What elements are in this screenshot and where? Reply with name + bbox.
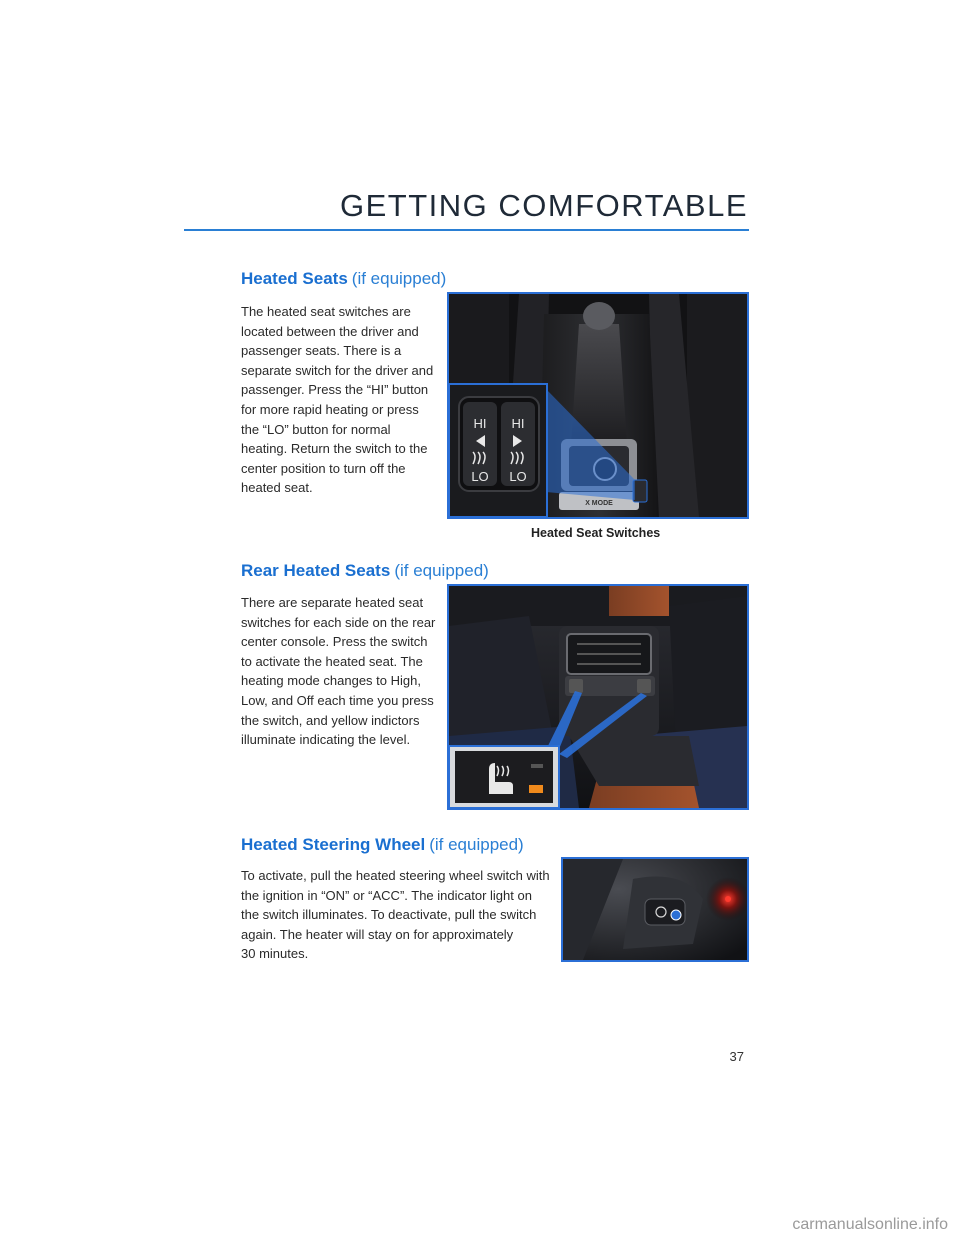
heated-seats-body [241, 302, 433, 498]
heated-steering-wheel-heading [241, 835, 524, 855]
text-line: located between the driver and [241, 323, 419, 339]
rear-heated-seats-heading [241, 561, 489, 581]
rear-heated-seats-body [241, 593, 435, 750]
hi-label: HI [511, 416, 525, 431]
text-line: center position to turn off the [241, 460, 406, 476]
text-line: center console. Press the switch [241, 634, 428, 650]
heated-steering-wheel-qualifier: (if equipped) [429, 835, 524, 854]
watermark: carmanualsonline.info [792, 1216, 948, 1233]
section-header-title: GETTING COMFORTABLE [340, 188, 748, 223]
heated-seats-title: Heated Seats [241, 269, 348, 288]
text-line: To activate, pull the heated steering wheel switch with [241, 868, 550, 883]
photo-caption: Heated Seat Switches [531, 526, 661, 540]
steering-switch-illustration [563, 859, 747, 960]
text-line: heating mode changes to High, [241, 673, 421, 689]
heated-seat-switches-photo [447, 292, 749, 519]
text-line: the “LO” button for normal [241, 421, 391, 437]
text-line: illuminate indicating the level. [241, 732, 411, 748]
text-line: the ignition in “ON” or “ACC”. The indicator light on [241, 887, 532, 903]
x-mode-label: X MODE [585, 500, 613, 507]
text-line: passenger seats. There is a [241, 343, 402, 359]
heated-seats-heading [241, 269, 446, 289]
indicator-light [671, 910, 681, 920]
text-line: again. The heater will stay on for approximately [241, 926, 514, 942]
text-line: to activate the heated seat. The [241, 653, 423, 669]
text-line: the switch, and yellow indictors [241, 712, 420, 728]
seat-upholstery [609, 586, 669, 616]
hi-label: HI [473, 416, 487, 431]
lo-label: LO [509, 469, 527, 484]
heated-seats-qualifier: (if equipped) [351, 269, 447, 288]
text-line: heating. Return the switch to the [241, 441, 428, 457]
heated-steering-wheel-title: Heated Steering Wheel [241, 835, 426, 854]
heated-steering-wheel-body [241, 866, 550, 964]
text-line: 30 minutes. [241, 946, 309, 962]
rear-heated-seats-title: Rear Heated Seats [241, 561, 391, 580]
text-line: separate switch for the driver and [241, 362, 434, 378]
text-line: switches for each side on the rear [241, 614, 436, 630]
yellow-indicator [529, 785, 543, 793]
lo-label: LO [471, 469, 489, 484]
header-divider [184, 229, 749, 231]
rear-heated-seats-qualifier: (if equipped) [394, 561, 489, 580]
text-line: the switch illuminates. To deactivate, pull the switch [241, 907, 537, 923]
text-line: for more rapid heating or press [241, 401, 419, 417]
console-illustration [449, 294, 747, 517]
rear-console-illustration [449, 586, 747, 808]
rear-seat-switch-right [637, 679, 651, 693]
seat-right [687, 294, 747, 517]
rear-seat-switch-left [569, 679, 583, 693]
text-line: heated seat. [241, 480, 313, 496]
page-number: 37 [729, 1049, 744, 1064]
rear-console-photo [447, 584, 749, 810]
steering-wheel-switch-photo [561, 857, 749, 962]
text-line: There are separate heated seat [241, 595, 424, 610]
text-line: The heated seat switches are [241, 304, 411, 319]
text-line: passenger. Press the “HI” button [241, 382, 429, 398]
text-line: Low, and Off each time you press [241, 692, 434, 708]
